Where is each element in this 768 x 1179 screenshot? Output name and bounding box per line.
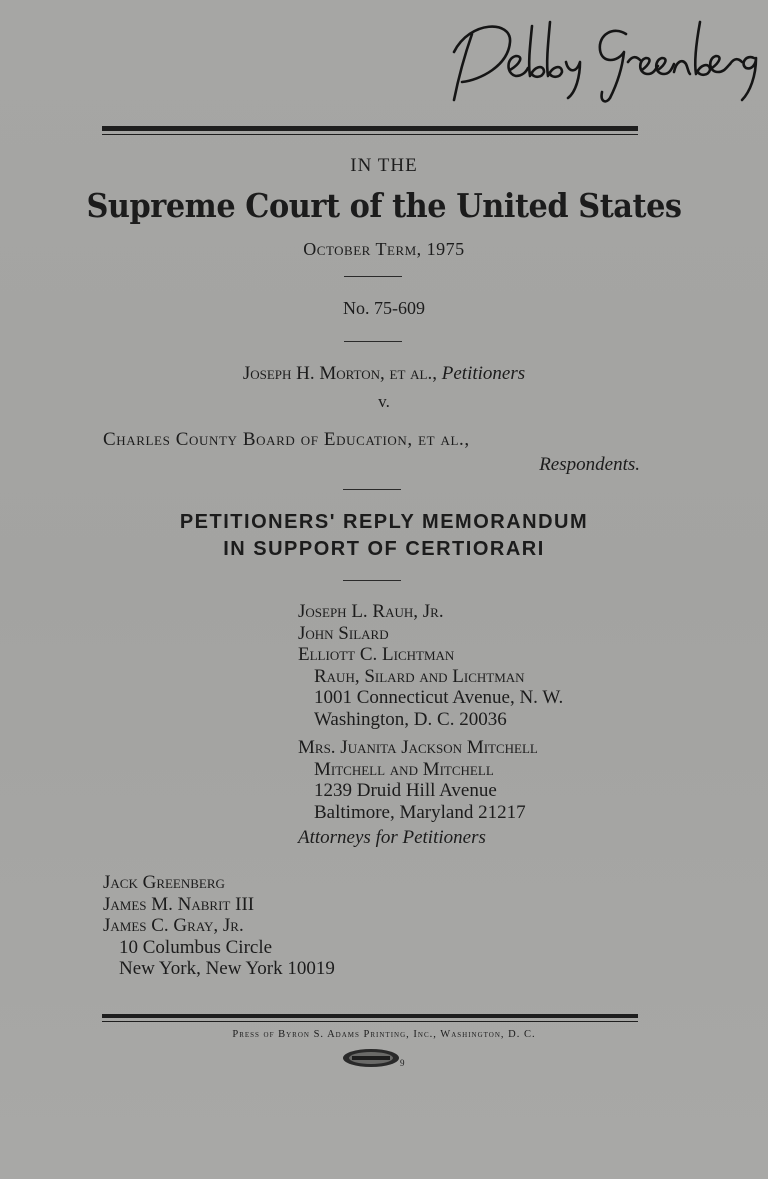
address-city: New York, New York 10019: [119, 958, 335, 979]
versus: v.: [378, 392, 390, 411]
counsel-primary-block: [298, 601, 563, 849]
attorneys-role: Attorneys for Petitioners: [298, 827, 486, 848]
in-the-heading: IN THE: [350, 155, 418, 176]
document-title-line2: IN SUPPORT OF CERTIORARI: [223, 538, 545, 560]
top-rule-thick: [102, 126, 638, 131]
bottom-rule-thick: [102, 1014, 638, 1018]
firm-name: Rauh, Silard and Lichtman: [314, 665, 525, 687]
respondent-role: Respondents.: [539, 454, 640, 475]
bottom-rule-thin: [102, 1021, 638, 1022]
divider-3: [343, 489, 401, 490]
printer-union-bug-icon: [338, 1045, 408, 1071]
attorney-name: Jack Greenberg: [103, 872, 225, 893]
attorney-name: James C. Gray, Jr.: [103, 915, 244, 936]
firm-name: Mitchell and Mitchell: [314, 758, 494, 780]
firm-city: Washington, D. C. 20036: [314, 708, 507, 730]
petitioner-name: Joseph H. Morton, et al.,: [242, 363, 438, 384]
divider-1: [344, 276, 402, 277]
respondent-name: Charles County Board of Education, et al.,: [103, 429, 470, 450]
handwritten-signature: [450, 12, 768, 104]
spacer: [298, 730, 563, 737]
signature-drawing: [450, 12, 768, 104]
document-title-line1: PETITIONERS' REPLY MEMORANDUM: [179, 511, 589, 533]
petitioner-role: Petitioners: [441, 363, 526, 384]
press-imprint: Press of Byron S. Adams Printing, Inc., Washington, D. C.: [232, 1029, 536, 1040]
attorney-name: John Silard: [298, 622, 389, 644]
divider-2: [344, 341, 402, 342]
attorney-name: Joseph L. Rauh, Jr.: [298, 601, 444, 622]
firm-city: Baltimore, Maryland 21217: [314, 801, 526, 823]
attorney-name: Elliott C. Lichtman: [298, 644, 455, 665]
term-heading: October Term, 1975: [303, 239, 465, 259]
address-street: 10 Columbus Circle: [119, 936, 273, 958]
docket-number: No. 75-609: [343, 298, 425, 318]
petitioner-line: [0, 363, 768, 385]
top-rule-thin: [102, 134, 638, 135]
counsel-secondary-block: [103, 872, 335, 980]
attorney-name: James M. Nabrit III: [103, 893, 255, 915]
svg-text:9: 9: [400, 1058, 405, 1068]
attorney-name: Mrs. Juanita Jackson Mitchell: [298, 737, 538, 758]
firm-street: 1001 Connecticut Avenue, N. W.: [314, 687, 564, 708]
court-name: Supreme Court of the United States: [86, 186, 682, 225]
firm-street: 1239 Druid Hill Avenue: [314, 780, 497, 801]
divider-4: [343, 580, 401, 581]
